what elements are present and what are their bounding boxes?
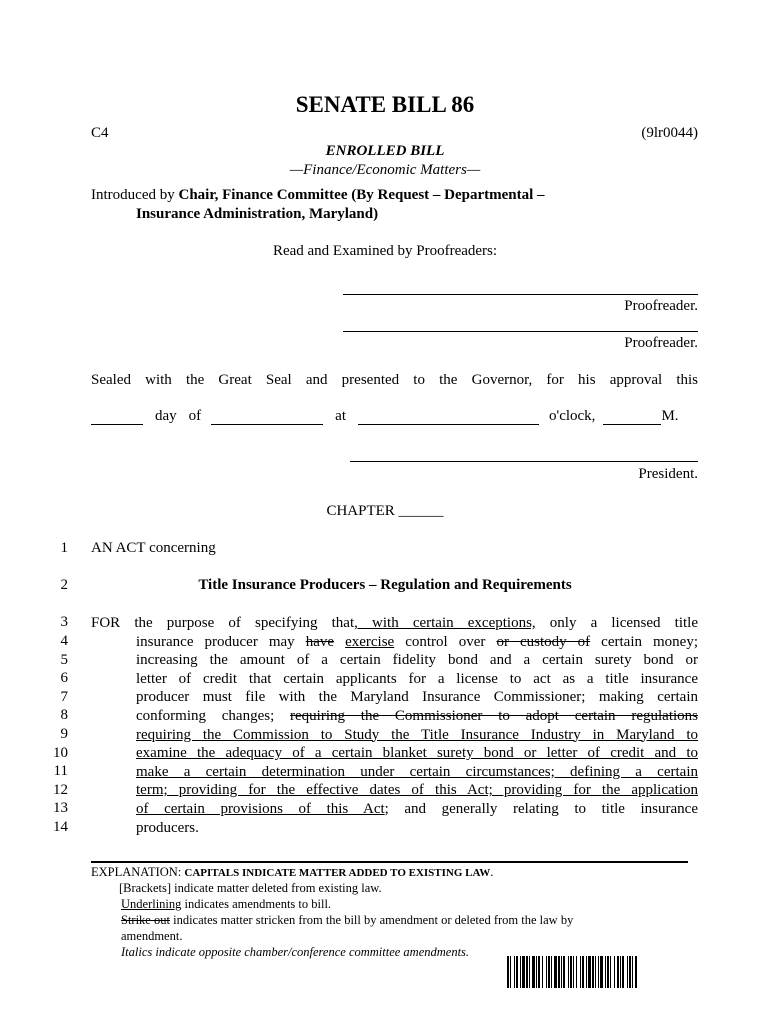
proofreaders-heading: Read and Examined by Proofreaders:	[272, 243, 498, 259]
purpose-line	[91, 800, 698, 819]
purpose-line	[91, 781, 698, 800]
day-blank	[91, 410, 143, 425]
proofreader-label-1: Proofreader.	[624, 298, 698, 314]
line-number: 4	[60, 633, 68, 649]
explanation-brackets: [Brackets] indicate matter deleted from existing law.	[119, 881, 382, 895]
purpose-text: FOR the purpose of specifying that	[91, 615, 355, 631]
subject-code: C4	[91, 125, 109, 141]
purpose-line	[91, 726, 698, 745]
president-signature-line	[350, 461, 698, 462]
introduced-prefix: Introduced by	[91, 187, 179, 203]
introduced-by	[91, 186, 698, 224]
bill-title: SENATE BILL 86	[295, 92, 475, 117]
explanation-heading	[91, 865, 573, 880]
sponsor-line-2: Insurance Administration, Maryland)	[136, 206, 379, 222]
amendment-inserted: term; providing for the effective dates of this Act; providing for the application	[136, 782, 698, 799]
purpose-text: ; and generally relating to title insurance	[384, 800, 698, 817]
chapter-line: CHAPTER ______	[326, 503, 444, 519]
purpose-line	[91, 614, 698, 633]
line-number: 12	[53, 782, 68, 798]
explanation-label: EXPLANATION:	[91, 865, 185, 879]
purpose-text: only a licensed title	[535, 615, 698, 631]
line-number: 5	[60, 652, 68, 668]
m-label: M.	[661, 408, 679, 424]
amendment-stricken: or custody of	[496, 633, 591, 650]
amendment-stricken: have	[305, 633, 335, 650]
explanation-italics: Italics indicate opposite chamber/conference committee amendments.	[121, 945, 470, 959]
explanation-capitals: CAPITALS INDICATE MATTER ADDED TO EXISTING LAW	[184, 867, 491, 879]
line-number: 14	[53, 819, 68, 835]
purpose-paragraph	[91, 614, 698, 837]
an-act-concerning: AN ACT concerning	[91, 540, 216, 556]
line-number: 13	[53, 800, 68, 816]
line-number: 7	[60, 689, 68, 705]
proofreader-label-2: Proofreader.	[624, 335, 698, 351]
amendment-inserted: make a certain determination under certain circumstances; defining a certain	[136, 763, 698, 780]
explanation-block	[91, 865, 573, 960]
proofreader-signature-line-1	[343, 294, 698, 295]
purpose-line: producer must file with the Maryland Insurance Commissioner; making certain	[136, 689, 698, 706]
sealed-statement: Sealed with the Great Seal and presented to the Governor, for his approval this	[91, 372, 698, 388]
amendment-inserted: examine the adequacy of a certain blanket surety bond or letter of credit and to	[136, 745, 698, 762]
explanation-underlining	[91, 896, 573, 912]
purpose-line: producers.	[136, 819, 199, 836]
line-number: 3	[60, 614, 68, 630]
purpose-text: conforming changes;	[136, 707, 291, 724]
underlining-rest: indicates amendments to bill.	[181, 897, 332, 911]
amendment-inserted: requiring the Commission to Study the Title Insurance Industry in Maryland to	[136, 726, 698, 743]
line-number: 8	[60, 707, 68, 723]
amendment-inserted: of certain provisions of this Act	[136, 800, 385, 817]
time-blank	[358, 410, 539, 425]
explanation-strike-cont: amendment.	[121, 929, 183, 943]
date-time-row	[91, 408, 698, 425]
month-blank	[211, 410, 323, 425]
purpose-line	[91, 763, 698, 782]
line-number: 11	[53, 763, 68, 779]
line-number: 10	[53, 745, 68, 761]
line-number: 9	[60, 726, 68, 742]
line-number: 6	[60, 670, 68, 686]
amendment-stricken: requiring the Commissioner to adopt certain regulations	[290, 707, 698, 724]
act-title: Title Insurance Producers – Regulation and Requirements	[198, 577, 572, 593]
purpose-line	[91, 707, 698, 726]
amendment-inserted: exercise	[345, 633, 395, 650]
at-label: at	[335, 408, 346, 424]
committees: —Finance/Economic Matters—	[289, 162, 481, 178]
strike-word: Strike out	[121, 913, 170, 927]
president-label: President.	[638, 466, 698, 482]
strike-rest: indicates matter stricken from the bill by amendment or deleted from the law by	[169, 913, 574, 927]
line-number: 1	[60, 540, 68, 556]
purpose-line: letter of credit that certain applicants for a license to act as a title insurance	[136, 670, 698, 687]
explanation-dot: .	[490, 865, 494, 879]
purpose-line	[91, 744, 698, 763]
purpose-text: insurance producer may	[136, 633, 306, 650]
oclock-label: o'clock,	[549, 408, 596, 424]
line-number: 2	[60, 577, 68, 593]
proofreader-signature-line-2	[343, 331, 698, 332]
enrolled-status: ENROLLED BILL	[325, 143, 445, 159]
purpose-line	[91, 633, 698, 652]
barcode-icon	[507, 956, 690, 988]
amendment-inserted: , with certain exceptions,	[354, 615, 536, 631]
purpose-line: increasing the amount of a certain fidelity bond and a certain surety bond or	[136, 652, 698, 669]
of-label: of	[188, 408, 202, 424]
purpose-text	[334, 634, 345, 650]
explanation-strike	[91, 912, 573, 928]
purpose-text: control over	[394, 633, 497, 650]
day-label: day	[155, 408, 177, 424]
purpose-text: certain money;	[590, 633, 699, 650]
sponsor-line-1: Chair, Finance Committee (By Request – Departmental –	[178, 187, 545, 203]
explanation-divider	[91, 861, 688, 863]
bill-draft-code: (9lr0044)	[641, 125, 698, 141]
underlining-word: Underlining	[121, 897, 182, 911]
am-pm-blank	[603, 410, 661, 425]
